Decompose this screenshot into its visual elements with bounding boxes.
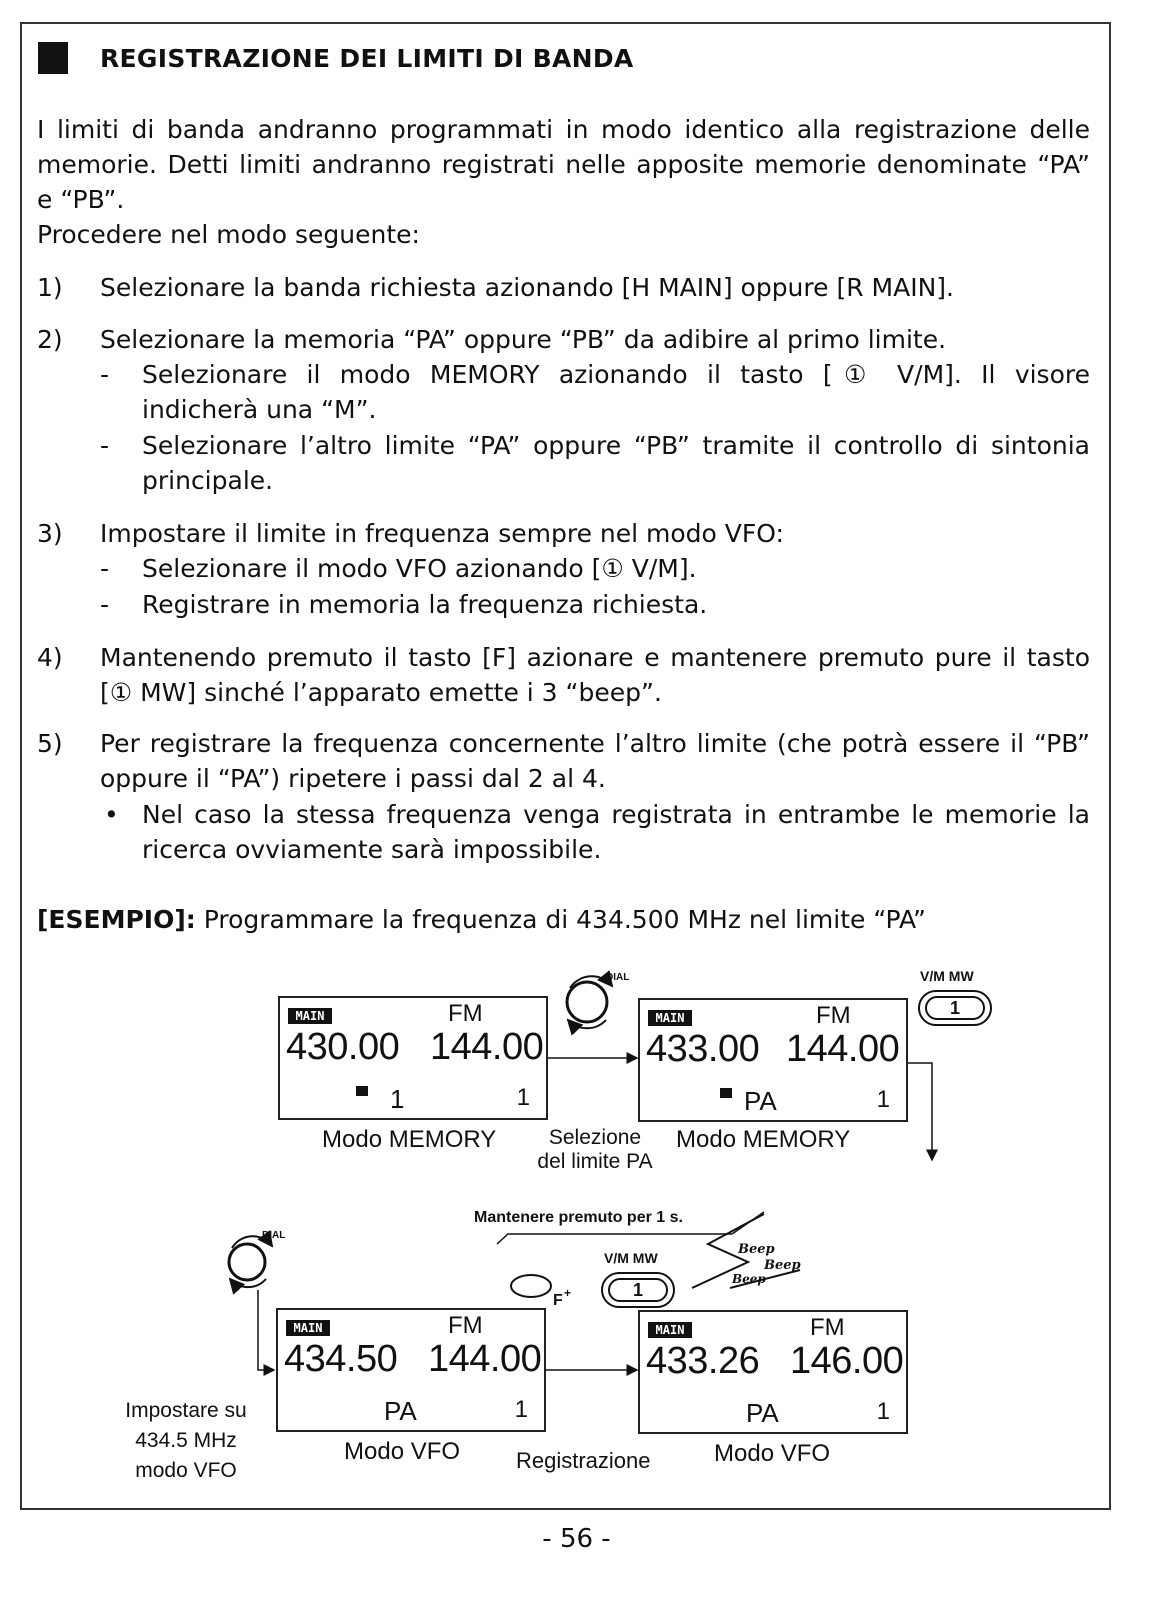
channel-left: 1	[390, 1084, 405, 1114]
step-text: Per registrare la frequenza concernente l’altro limite (che potrà essere il “PB”	[100, 729, 1090, 758]
main-indicator: MAIN	[286, 1320, 330, 1336]
display-caption: Modo VFO	[344, 1438, 461, 1465]
frequency-right: 146.00	[790, 1340, 904, 1382]
step-number: 5)	[37, 729, 63, 758]
set-frequency-caption-line: 434.5 MHz	[135, 1429, 237, 1452]
example-text: Programmare la frequenza di 434.500 MHz nel limite “PA”	[195, 905, 926, 934]
registration-caption: Registrazione	[516, 1448, 651, 1473]
section-title: REGISTRAZIONE DEI LIMITI DI BANDA	[100, 44, 634, 73]
sub-bullet: -	[100, 360, 110, 389]
sub-bullet: -	[100, 554, 110, 583]
beep-text: Beep	[738, 1242, 775, 1257]
memory-icon	[720, 1088, 732, 1098]
channel-left: PA	[384, 1396, 417, 1426]
sub-text: Selezionare il modo VFO azionando [① V/M].	[142, 554, 697, 583]
step-number: 3)	[37, 519, 63, 548]
step-text: Selezionare la memoria “PA” oppure “PB” da adibire al primo limite.	[100, 325, 947, 354]
lcd-display	[638, 998, 908, 1122]
set-frequency-caption-line: Impostare su	[125, 1399, 247, 1422]
step-number: 4)	[37, 643, 63, 672]
beep-text: Beep	[732, 1272, 766, 1286]
step-text: oppure il “PA”) ripetere i passi dal 2 al 4.	[100, 764, 606, 793]
sub-bullet: •	[104, 800, 119, 829]
hold-label: Mantenere premuto per 1 s.	[474, 1209, 683, 1226]
vm-mw-label: V/M MW	[604, 1250, 658, 1266]
step-text: Selezionare la banda richiesta azionando [H MAIN] oppure [R MAIN].	[100, 273, 954, 302]
vm-mw-key	[918, 990, 992, 1026]
f-key-icon	[511, 1275, 551, 1297]
f-key-label: F	[553, 1292, 563, 1309]
mode-indicator: FM	[810, 1314, 845, 1341]
channel-left: PA	[746, 1398, 779, 1428]
arrow-line	[908, 1063, 932, 1160]
page-number: - 56 -	[542, 1524, 611, 1554]
intro-line: Procedere nel modo seguente:	[37, 220, 420, 249]
sub-text: ricerca ovviamente sarà impossibile.	[142, 835, 602, 864]
intro-line: e “PB”.	[37, 185, 125, 214]
sub-text: Selezionare l’altro limite “PA” oppure “PB” tramite il controllo di sintonia	[142, 431, 1090, 460]
arrow-line	[258, 1290, 274, 1370]
main-indicator: MAIN	[648, 1010, 692, 1026]
channel-right: 1	[876, 1398, 890, 1425]
lcd-display	[278, 996, 548, 1120]
memory-icon	[356, 1086, 368, 1096]
main-indicator: MAIN	[288, 1008, 332, 1024]
sub-text: Registrare in memoria la frequenza richiesta.	[142, 590, 708, 619]
step-text: Impostare il limite in frequenza sempre nel modo VFO:	[100, 519, 784, 548]
frequency-right: 144.00	[786, 1028, 900, 1070]
frequency-left: 433.26	[646, 1340, 760, 1382]
key-1-label: 1	[608, 1278, 668, 1302]
dial-label: DIAL	[606, 972, 630, 983]
mode-indicator: FM	[816, 1002, 851, 1029]
channel-right: 1	[514, 1396, 528, 1423]
channel-left: PA	[744, 1086, 777, 1116]
selection-caption-line: del limite PA	[537, 1150, 653, 1173]
f-key-plus: +	[564, 1286, 572, 1300]
frequency-left: 433.00	[646, 1028, 760, 1070]
step-text: Mantenendo premuto il tasto [F] azionare e mantenere premuto pure il tasto	[100, 643, 1090, 672]
intro-line: I limiti di banda andranno programmati in modo identico alla registrazione delle	[37, 115, 1090, 144]
selection-caption	[530, 1126, 660, 1174]
key-1-label: 1	[925, 996, 985, 1020]
vm-mw-label: V/M MW	[920, 968, 974, 984]
sub-bullet: -	[100, 590, 110, 619]
dial-icon	[567, 976, 612, 1028]
mode-indicator: FM	[448, 1312, 483, 1339]
frequency-left: 430.00	[286, 1026, 400, 1068]
sub-text: principale.	[142, 466, 274, 495]
display-caption: Modo MEMORY	[676, 1126, 851, 1153]
set-frequency-caption	[106, 1396, 266, 1486]
hold-bracket	[497, 1234, 732, 1244]
display-caption: Modo VFO	[714, 1440, 831, 1467]
sub-text: Selezionare il modo MEMORY azionando il tasto [① V/M]. Il visore	[142, 360, 1090, 389]
sub-bullet: -	[100, 431, 110, 460]
lcd-display	[638, 1310, 908, 1434]
frequency-right: 144.00	[430, 1026, 544, 1068]
beep-text: Beep	[764, 1258, 801, 1273]
channel-right: 1	[876, 1086, 890, 1113]
lcd-display	[276, 1308, 546, 1432]
example-label: [ESEMPIO]:	[37, 905, 196, 934]
selection-caption-line: Selezione	[548, 1126, 642, 1149]
dial-label: DIAL	[262, 1230, 286, 1241]
sub-text: Nel caso la stessa frequenza venga registrata in entrambe le memorie la	[142, 800, 1090, 829]
set-frequency-caption-line: modo VFO	[135, 1459, 237, 1482]
step-text: [① MW] sinché l’apparato emette i 3 “beep”.	[100, 678, 662, 707]
main-indicator: MAIN	[648, 1322, 692, 1338]
frequency-left: 434.50	[284, 1338, 398, 1380]
step-number: 2)	[37, 325, 63, 354]
channel-right: 1	[516, 1084, 530, 1111]
vm-mw-key	[601, 1272, 675, 1308]
intro-line: memorie. Detti limiti andranno registrati nelle apposite memorie denominate “PA”	[37, 150, 1090, 179]
step-number: 1)	[37, 273, 63, 302]
mode-indicator: FM	[448, 1000, 483, 1027]
display-caption: Modo MEMORY	[322, 1126, 497, 1153]
sub-text: indicherà una “M”.	[142, 395, 377, 424]
dial-icon	[229, 1236, 272, 1287]
frequency-right: 144.00	[428, 1338, 542, 1380]
